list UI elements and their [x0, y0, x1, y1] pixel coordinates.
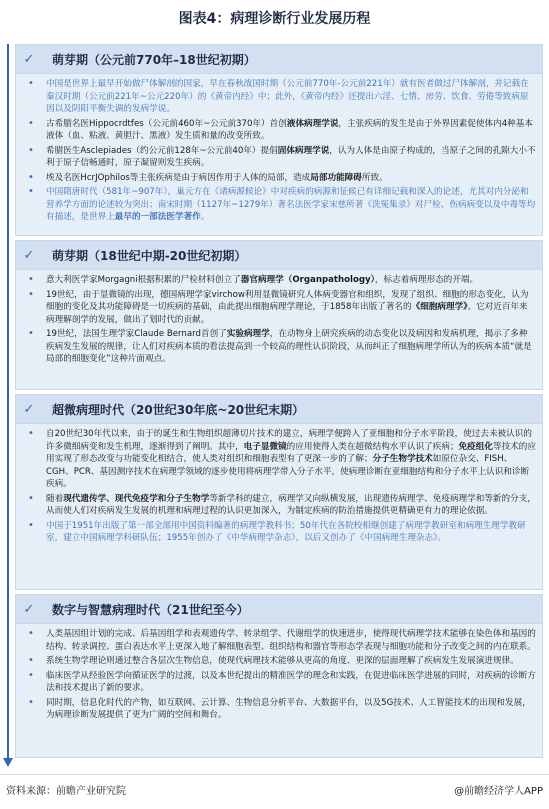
- list-item: [16, 628, 536, 653]
- item-text: [46, 328, 536, 366]
- section-items: [16, 270, 542, 372]
- text-segment: 所致。: [361, 172, 388, 183]
- timeline-line: [7, 44, 9, 760]
- check-icon: ✓: [23, 401, 35, 417]
- highlight-text: 分子生物学技术: [372, 454, 433, 464]
- text-segment: 希腊医生Asclepiades（约公元前128年~公元前40年）提倡: [46, 145, 278, 156]
- highlight-text: 现代遗传学、现代免疫学和分子生物学: [63, 493, 210, 504]
- bullet-icon: •: [28, 171, 34, 183]
- highlight-text: 《细胞病理学》: [411, 302, 468, 312]
- section-header: [16, 595, 542, 624]
- bullet-icon: •: [28, 328, 34, 339]
- text-segment: 等技术的应用实现了形态改变与功能变化相结合，使人类对组织和细胞表型有了更深一步的了解；: [46, 441, 536, 464]
- list-item: [16, 428, 536, 491]
- item-text: [46, 428, 536, 491]
- list-item: [16, 274, 536, 287]
- text-segment: 自20世纪30年代以来，由于的诞生和生物组织超薄切片技术的建立，病理学便跨入了亚细胞和分子水平阶段，使过去未被认识的许多微细病变和发生机理，逐渐得到了阐明。其中，: [46, 429, 532, 452]
- bullet-icon: •: [28, 492, 34, 504]
- section-title: 萌芽期（18世纪中期-20世纪初期）: [52, 248, 247, 263]
- chart-title: 图表4：病理诊断行业发展历程: [178, 11, 371, 27]
- section-title: 数字与智慧病理时代（21世纪至今）: [52, 602, 249, 617]
- list-item: [16, 78, 536, 116]
- section-title: 萌芽期（公元前770年–18世纪初期）: [52, 52, 256, 67]
- list-item: [16, 655, 536, 668]
- item-text: [46, 172, 536, 185]
- text-segment: 的应用使得人类在超微结构水平认识了疾病；: [286, 441, 459, 452]
- item-text: [46, 493, 536, 518]
- item-text: [46, 145, 536, 170]
- section-header: [16, 395, 542, 424]
- item-text: [46, 670, 536, 695]
- section-header: [16, 241, 542, 270]
- list-item: [16, 186, 536, 224]
- text-segment: 19世纪，由于显微镜的出现，德国病理学家virchow利用显微镜研究人体病变器官和组织，发现了组织、细胞的形态变化，认为细胞的变化及其功能障碍是一切疾病的基础，由此提出细胞病理学理论，于1858年出版了著名的: [46, 289, 529, 312]
- text-segment: 。: [200, 212, 210, 222]
- list-item: [16, 520, 536, 545]
- footer: [0, 782, 549, 802]
- text-segment: 如原位杂交、FISH、CGH、PCR、基因测序技术在病理学领域的逐步使用将病理学带入分子水平，使病理诊断在亚细胞结构和分子水平上认识和诊断疾病。: [46, 454, 530, 489]
- bullet-icon: •: [28, 186, 34, 197]
- check-icon: ✓: [23, 247, 35, 263]
- bullet-icon: •: [28, 78, 34, 89]
- section-4: [15, 594, 543, 758]
- brand-text: @前瞻经济学人APP: [454, 786, 543, 797]
- text-segment: 19世纪，法国生理学家Claude Bernard首创了: [46, 329, 227, 339]
- bullet-icon: •: [28, 428, 34, 439]
- item-text: [46, 655, 536, 668]
- text-segment: 随着: [46, 493, 64, 504]
- section-header: [16, 45, 542, 74]
- section-1: [15, 44, 543, 236]
- bullet-icon: •: [28, 628, 34, 639]
- text-segment: 古希腊名医Hippocrdtfes（公元前460年~公元前370年）首创: [46, 118, 287, 129]
- highlight-text: 电子显微镜: [243, 441, 287, 452]
- item-text: [46, 118, 536, 143]
- section-2: [15, 240, 543, 390]
- highlight-text: 液体病理学说: [286, 118, 339, 129]
- text-segment: 人类基因组计划的完成、后基因组学和表观遗传学、转录组学、代谢组学的快速进步，使得现代病理学技术能够在染色体和基因的结构、转录调控、蛋白表达水平上更深入地了解细胞表型、组织结构和器官等形态学表现与细胞功能和分子改变之间的内在联系。: [46, 629, 536, 652]
- list-item: [16, 172, 536, 185]
- text-segment: 同时期，信息化时代的产物，如互联网、云计算、生物信息分析平台、大数据平台，以及5G技术、人工智能技术的出现和发展，为病理诊断发展提供了更为广阔的空间和舞台。: [46, 697, 531, 720]
- highlight-text: 局部功能障碍: [310, 172, 362, 183]
- bullet-icon: •: [28, 274, 34, 285]
- text-segment: 埃及名医HcrJOphilos等主张疾病是由于病因作用于人体的局部，造成: [46, 172, 311, 183]
- text-segment: 中国是世界上最早开始做尸体解剖的国家，早在春秋战国时期（公元前770年-公元前221年）就有医者做过尸体解剖，并记载在秦汉时期（公元前221年~公元220年）的《黄帝内经》中；此外，《黄帝内经》还提出六淫、七情、房劳、饮食、劳倦等致病原因以及阴阳平衡失调的发病学说。: [46, 79, 529, 114]
- list-item: [16, 697, 536, 722]
- text-segment: 意大利医学家Morgagni根据积累的尸检材料创立了: [46, 275, 241, 285]
- list-item: [16, 493, 536, 518]
- list-item: [16, 145, 536, 170]
- list-item: [16, 289, 536, 327]
- check-icon: ✓: [23, 601, 35, 617]
- highlight-text: 实验病理学: [226, 329, 270, 339]
- section-items: [16, 424, 542, 551]
- bullet-icon: •: [28, 288, 34, 300]
- highlight-text: 免疫组化: [458, 441, 493, 452]
- list-item: [16, 118, 536, 143]
- timeline-arrow-icon: [3, 758, 13, 767]
- bullet-icon: •: [28, 696, 34, 708]
- text-segment: ，认为人体是由原子构成的，当原子之间的孔隙大小不利于原子信畅通时，原子凝留则发生疾病。: [46, 145, 536, 168]
- text-segment: 等新学科的建立，病理学又向纵横发展，出现遗传病理学、免疫病理学和等新的分支，从而使人们对疾病发生发展的机理和病理过程的认识更加深入，为制定疾病的防治措施提供更精确更有力的理论依据。: [46, 493, 536, 516]
- section-items: [16, 624, 542, 728]
- section-3: [15, 394, 543, 590]
- footer-divider: [0, 774, 549, 775]
- item-text: [46, 78, 536, 116]
- list-item: [16, 670, 536, 695]
- item-text: [46, 697, 536, 722]
- item-text: [46, 289, 536, 327]
- text-segment: 中国隋唐时代（581年~907年），巢元方在《诸病源候论》中对疾病的病源和征候已有详细记载和深入的论述，尤其对内分泌和营养学方面的论述较为突出；南宋时期（1127年~1279年）著名法医学家宋慈所著《洗冤集录》对尸检、伤病病变以及中毒等均有描述，是世界上: [46, 187, 536, 222]
- item-text: [46, 628, 536, 653]
- text-segment: ，主张疾病的发生是由于外界因素促使体内4种基本液体（血、粘液、黄胆汁、黑液）发生质和量的改变所致。: [46, 118, 533, 141]
- item-text: [46, 274, 536, 287]
- check-icon: ✓: [23, 51, 35, 67]
- section-title: 超微病理时代（20世纪30年底~20世纪末期）: [52, 402, 305, 417]
- highlight-text: 最早的一部法医学著作: [114, 212, 201, 222]
- text-segment: ，标志着病理形态的开端。: [374, 275, 479, 285]
- bullet-icon: •: [28, 519, 34, 531]
- bullet-icon: •: [28, 669, 34, 681]
- highlight-text: 器官病理学（Organpathology）: [240, 275, 375, 285]
- text-segment: 临床医学从经验医学向循证医学的过渡，以及本世纪提出的精准医学的理念和实践，在促进临床医学进展的同时，对疾病的诊断方法和技术提出了新的要求。: [46, 670, 536, 693]
- bullet-icon: •: [28, 117, 34, 129]
- bullet-icon: •: [28, 144, 34, 156]
- text-segment: 中国于1951年出版了第一部全部用中国资料编著的病理学教科书；50年代在各院校相继创建了病理学教研室和病理生理学教研室，建立中国病理学科研队伍；1955年创办了《中华病理学杂志》，以后又创办了《中国病理生理杂志》。: [46, 520, 526, 543]
- list-item: [16, 328, 536, 366]
- section-items: [16, 74, 542, 230]
- text-segment: ，在动物身上研究疾病的动态变化以及病因和发病机理，揭示了多种疾病发生发展的规律，让人们对疾病本质的看法提高到一个较高的理性认识阶段，从而纠正了细胞病理学所认为的疾病本质“就是局部的细胞变化”这种片面观点。: [46, 329, 532, 364]
- source-text: 资料来源：前瞻产业研究院: [6, 786, 126, 797]
- bullet-icon: •: [28, 655, 34, 666]
- text-segment: 系统生物学理论则通过整合各层次生物信息，使现代病理技术能够从更高的角度、更深的层面理解了疾病发生发展演进规律。: [46, 656, 519, 666]
- item-text: [46, 520, 536, 545]
- highlight-text: 固体病理学说: [277, 145, 330, 156]
- text-segment: 。它对近百年来病理解剖学的发展，做出了划时代的贡献。: [46, 302, 528, 325]
- item-text: [46, 186, 536, 224]
